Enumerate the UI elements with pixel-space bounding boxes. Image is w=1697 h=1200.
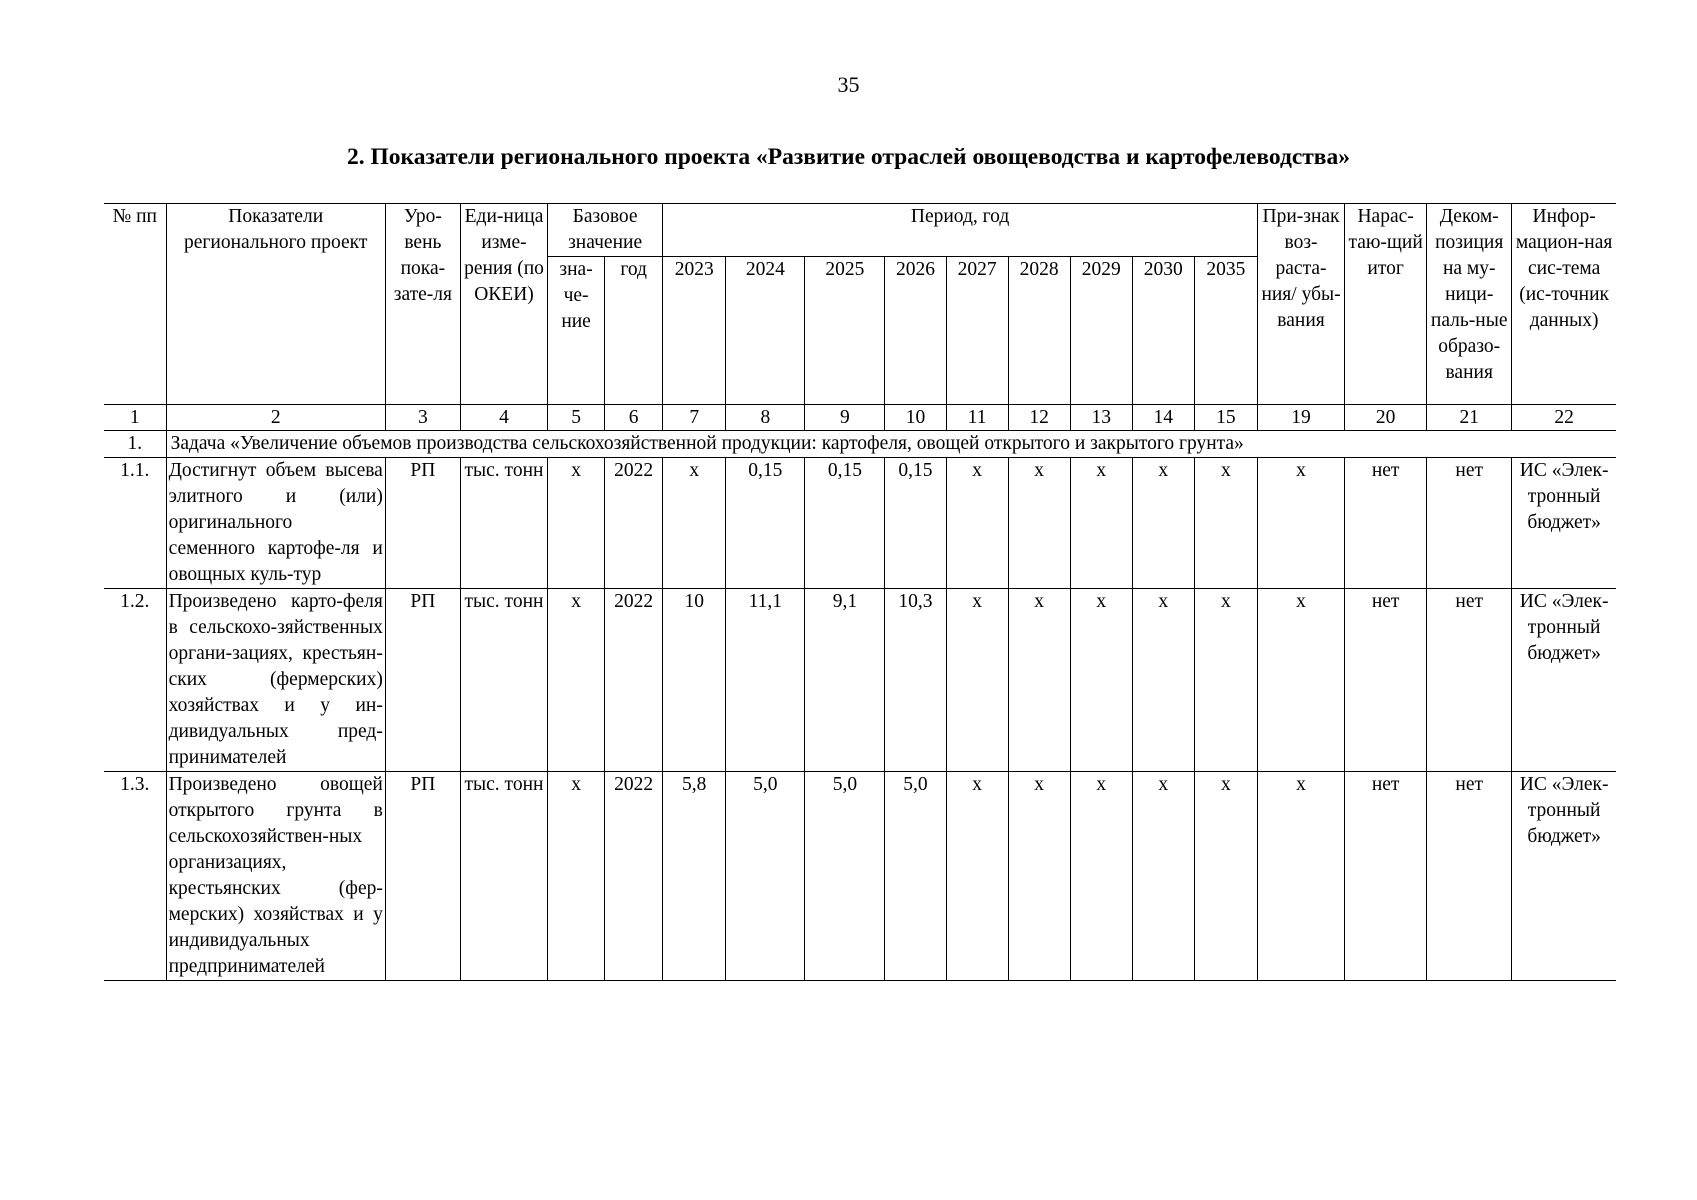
row-value-2025: 5,0 <box>805 772 885 981</box>
row-indicator-name <box>166 589 385 772</box>
row-value-2030: х <box>1132 589 1194 772</box>
header-year-2025: 2025 <box>805 257 885 405</box>
row-unit: тыс. тонн <box>460 458 547 589</box>
row-level: РП <box>385 458 460 589</box>
column-numbers-row <box>104 405 1616 431</box>
task-num: 1. <box>104 431 166 458</box>
row-value-2024: 11,1 <box>726 589 805 772</box>
row-level: РП <box>385 589 460 772</box>
task-text: Задача «Увеличение объемов производства сельскохозяйственной продукции: картофеля, овощей открытого и закрытого грунта» <box>166 431 1616 458</box>
header-year-2024: 2024 <box>726 257 805 405</box>
header-year-2027: 2027 <box>946 257 1008 405</box>
row-value-2027: х <box>946 589 1008 772</box>
row-indicator-text: Произведено овощей открытого грунта в сельскохозяйствен-ных организациях, крестьянских (фер-мерских) хозяйствах и у индивидуальных предпринимателей <box>168 774 383 977</box>
row-value-2027: х <box>946 772 1008 981</box>
header-period: Период, год <box>663 204 1258 257</box>
column-number: 12 <box>1008 405 1070 431</box>
row-cumulative: нет <box>1345 458 1427 589</box>
header-year-2028: 2028 <box>1008 257 1070 405</box>
row-info-system: ИС «Элек-тронный бюджет» <box>1512 772 1616 981</box>
table-row <box>104 589 1616 772</box>
column-number: 14 <box>1132 405 1194 431</box>
column-number: 20 <box>1345 405 1427 431</box>
row-sign: х <box>1257 772 1344 981</box>
indicators-table <box>104 203 1616 981</box>
row-info-system: ИС «Элек-тронный бюджет» <box>1512 589 1616 772</box>
header-row <box>104 204 1616 257</box>
header-cumulative: Нарас-таю-щий итог <box>1345 204 1427 405</box>
row-decomposition: нет <box>1427 589 1512 772</box>
header-decomposition: Деком-позиция на му-ници-паль-ные образо-вания <box>1427 204 1512 405</box>
column-number: 8 <box>726 405 805 431</box>
row-value-2028: х <box>1008 458 1070 589</box>
column-number: 1 <box>104 405 166 431</box>
row-value-2035: х <box>1194 458 1257 589</box>
header-year-2035: 2035 <box>1194 257 1257 405</box>
row-num: 1.3. <box>104 772 166 981</box>
page-title: 2. Показатели регионального проекта «Развитие отраслей овощеводства и картофелеводства» <box>347 144 1350 170</box>
column-number: 11 <box>946 405 1008 431</box>
row-value-2023: х <box>663 458 726 589</box>
column-number: 3 <box>385 405 460 431</box>
header-base-year: год <box>605 257 663 405</box>
row-value-2026: 10,3 <box>885 589 946 772</box>
row-sign: х <box>1257 458 1344 589</box>
row-num: 1.1. <box>104 458 166 589</box>
header-year-2026: 2026 <box>885 257 946 405</box>
column-number: 9 <box>805 405 885 431</box>
row-cumulative: нет <box>1345 589 1427 772</box>
header-year-2023: 2023 <box>663 257 726 405</box>
row-value-2028: х <box>1008 772 1070 981</box>
column-number: 6 <box>605 405 663 431</box>
column-number: 22 <box>1512 405 1616 431</box>
table-row <box>104 458 1616 589</box>
row-sign: х <box>1257 589 1344 772</box>
row-base-year: 2022 <box>605 458 663 589</box>
row-indicator-name <box>166 458 385 589</box>
row-value-2028: х <box>1008 589 1070 772</box>
row-base-year: 2022 <box>605 772 663 981</box>
header-indicator: Показатели регионального проект <box>166 204 385 405</box>
row-cumulative: нет <box>1345 772 1427 981</box>
row-base-year: 2022 <box>605 589 663 772</box>
header-base: Базовое значение <box>548 204 663 257</box>
column-number: 5 <box>548 405 605 431</box>
row-value-2026: 5,0 <box>885 772 946 981</box>
row-unit: тыс. тонн <box>460 772 547 981</box>
row-value-2030: х <box>1132 772 1194 981</box>
row-value-2027: х <box>946 458 1008 589</box>
row-info-system: ИС «Элек-тронный бюджет» <box>1512 458 1616 589</box>
page-number: 35 <box>837 72 860 97</box>
row-value-2025: 0,15 <box>805 458 885 589</box>
row-value-2024: 5,0 <box>726 772 805 981</box>
column-number: 21 <box>1427 405 1512 431</box>
row-num: 1.2. <box>104 589 166 772</box>
row-value-2030: х <box>1132 458 1194 589</box>
row-value-2035: х <box>1194 772 1257 981</box>
row-value-2026: 0,15 <box>885 458 946 589</box>
column-number: 7 <box>663 405 726 431</box>
row-decomposition: нет <box>1427 458 1512 589</box>
header-year-2029: 2029 <box>1070 257 1132 405</box>
row-value-2024: 0,15 <box>726 458 805 589</box>
header-year-2030: 2030 <box>1132 257 1194 405</box>
column-number: 15 <box>1194 405 1257 431</box>
task-row <box>104 431 1616 458</box>
row-base-value: х <box>548 589 605 772</box>
row-decomposition: нет <box>1427 772 1512 981</box>
row-value-2029: х <box>1070 589 1132 772</box>
row-level: РП <box>385 772 460 981</box>
header-level: Уро-вень пока-зате-ля <box>385 204 460 405</box>
column-number: 2 <box>166 405 385 431</box>
row-indicator-text: Достигнут объем высева элитного и (или) оригинального семенного картофе-ля и овощных куль-тур <box>168 460 383 585</box>
row-base-value: х <box>548 772 605 981</box>
row-value-2023: 10 <box>663 589 726 772</box>
row-value-2023: 5,8 <box>663 772 726 981</box>
row-value-2029: х <box>1070 772 1132 981</box>
header-base-value: зна-че-ние <box>548 257 605 405</box>
row-base-value: х <box>548 458 605 589</box>
header-info-system: Инфор-мацион-ная сис-тема (ис-точник данных) <box>1512 204 1616 405</box>
row-unit: тыс. тонн <box>460 589 547 772</box>
row-value-2029: х <box>1070 458 1132 589</box>
column-number: 10 <box>885 405 946 431</box>
row-indicator-text: Произведено карто-феля в сельскохо-зяйственных органи-зациях, крестьян-ских (фермерских) хозяйствах и у ин-дивидуальных пред-принимателей <box>168 591 383 768</box>
row-value-2035: х <box>1194 589 1257 772</box>
column-number: 13 <box>1070 405 1132 431</box>
column-number: 19 <box>1257 405 1344 431</box>
header-unit: Еди-ница изме-рения (по ОКЕИ) <box>460 204 547 405</box>
table-row <box>104 772 1616 981</box>
column-number: 4 <box>460 405 547 431</box>
header-num: № пп <box>104 204 166 405</box>
row-value-2025: 9,1 <box>805 589 885 772</box>
row-indicator-name <box>166 772 385 981</box>
header-sign: При-знак воз-раста-ния/ убы-вания <box>1257 204 1344 405</box>
